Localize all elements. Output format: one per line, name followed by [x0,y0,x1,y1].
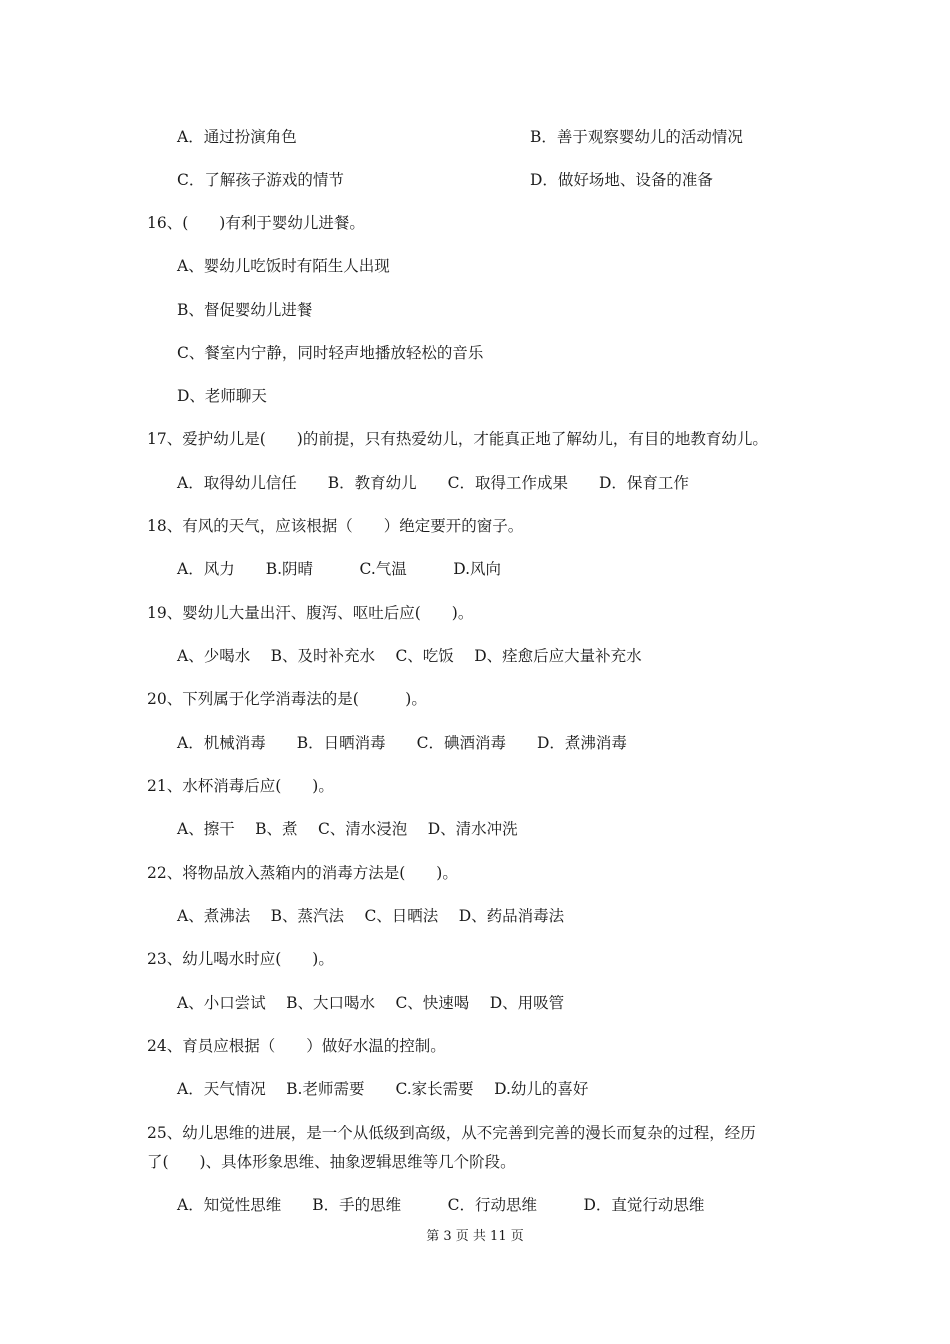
question-16: 16、( )有利于婴幼儿进餐。 [147,214,365,232]
q16-option-c: C、餐室内宁静，同时轻声地播放轻松的音乐 [177,344,484,362]
q16-option-b: B、督促婴幼儿进餐 [177,301,313,319]
q21-options: A、擦干 B、煮 C、清水浸泡 D、清水冲洗 [177,820,518,838]
question-21: 21、水杯消毒后应( )。 [147,777,334,795]
q22-options: A、煮沸法 B、蒸汽法 C、日晒法 D、药品消毒法 [177,907,565,925]
question-19: 19、婴幼儿大量出汗、腹泻、呕吐后应( )。 [147,604,474,622]
q23-options: A、小口尝试 B、大口喝水 C、快速喝 D、用吸管 [177,994,565,1012]
q20-options: A．机械消毒 B．日晒消毒 C．碘酒消毒 D．煮沸消毒 [177,734,627,752]
q15-option-b: B．善于观察婴幼儿的活动情况 [530,128,743,146]
q17-options: A．取得幼儿信任 B．教育幼儿 C．取得工作成果 D．保育工作 [177,474,689,492]
question-17: 17、爱护幼儿是( )的前提，只有热爱幼儿，才能真正地了解幼儿，有目的地教育幼儿。 [147,430,768,448]
q25-options: A．知觉性思维 B．手的思维 C．行动思维 D．直觉行动思维 [177,1196,705,1214]
q24-options: A．天气情况 B.老师需要 C.家长需要 D.幼儿的喜好 [177,1080,589,1098]
page-footer: 第 3 页 共 11 页 [426,1229,524,1244]
q18-options: A．风力 B.阴晴 C.气温 D.风向 [177,560,502,578]
question-20: 20、下列属于化学消毒法的是( )。 [147,690,427,708]
q19-options: A、少喝水 B、及时补充水 C、吃饭 D、痊愈后应大量补充水 [177,647,642,665]
question-18: 18、有风的天气，应该根据（ ）绝定要开的窗子。 [147,517,524,535]
q15-option-a: A．通过扮演角色 [177,128,297,146]
question-25-line-1: 25、幼儿思维的进展，是一个从低级到高级，从不完善到完善的漫长而复杂的过程，经历 [147,1124,756,1142]
q15-option-d: D．做好场地、设备的准备 [530,171,713,189]
q15-option-c: C．了解孩子游戏的情节 [177,171,344,189]
q16-option-a: A、婴幼儿吃饭时有陌生人出现 [177,257,390,275]
question-24: 24、育员应根据（ ）做好水温的控制。 [147,1037,446,1055]
q16-option-d: D、老师聊天 [177,387,267,405]
question-23: 23、幼儿喝水时应( )。 [147,950,334,968]
question-22: 22、将物品放入蒸箱内的消毒方法是( )。 [147,864,458,882]
question-25-line-2: 了( )、具体形象思维、抽象逻辑思维等几个阶段。 [147,1153,516,1171]
